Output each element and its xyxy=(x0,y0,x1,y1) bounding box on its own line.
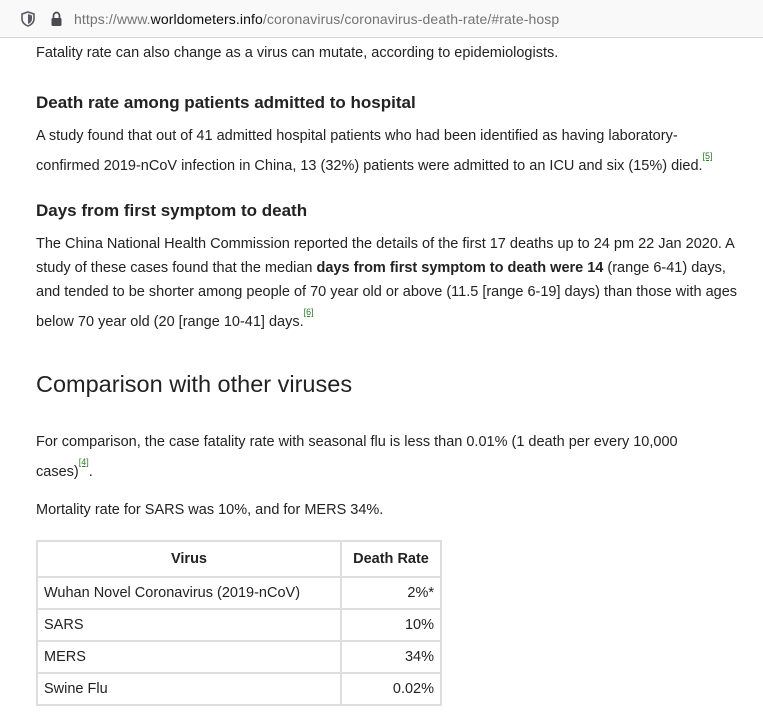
death-rate-cell: 0.02% xyxy=(341,673,441,705)
symptom-bold-text: days from first symptom to death were 14 xyxy=(316,260,604,276)
mortality-paragraph: Mortality rate for SARS was 10%, and for MERS 34%. xyxy=(36,502,384,518)
table-row xyxy=(37,577,441,609)
browser-address-bar[interactable] xyxy=(0,0,763,38)
url-text[interactable] xyxy=(74,11,559,27)
virus-cell: Wuhan Novel Coronavirus (2019-nCoV) xyxy=(37,577,341,609)
url-prefix: https://www. xyxy=(74,11,151,27)
death-rate-column-header: Death Rate xyxy=(341,541,441,577)
hospital-paragraph-line xyxy=(36,148,713,178)
flu-text: . xyxy=(88,463,93,480)
table-header-row xyxy=(37,541,441,577)
symptom-paragraph-line: The China National Health Commission reported the details of the first 17 deaths up to 24 pm 22 Jan 2020. A xyxy=(36,236,735,252)
flu-paragraph-line: For comparison, the case fatality rate with seasonal flu is less than 0.01% (1 death per every 10,000 xyxy=(36,434,678,450)
death-rate-cell: 2%* xyxy=(341,577,441,609)
symptom-text: below 70 year old (20 [range 10-41] days. xyxy=(36,313,304,330)
reference-link-5[interactable]: [5] xyxy=(702,150,713,161)
symptom-to-death-heading: Days from first symptom to death xyxy=(36,201,308,220)
intro-paragraph: Fatality rate can also change as a virus can mutate, according to epidemiologists. xyxy=(36,45,559,61)
reference-link-4[interactable]: [4] xyxy=(78,456,89,467)
hospital-paragraph-line: A study found that out of 41 admitted hospital patients who had been identified as having laboratory- xyxy=(36,128,678,144)
symptom-text: (range 6-41) days, xyxy=(603,260,726,276)
death-rate-comparison-table xyxy=(36,540,442,706)
tracking-protection-shield-icon[interactable] xyxy=(21,11,35,27)
virus-cell: SARS xyxy=(37,609,341,641)
virus-cell: MERS xyxy=(37,641,341,673)
symptom-paragraph-line xyxy=(36,304,314,334)
symptom-paragraph-line: and tended to be shorter among people of 70 year old or above (11.5 [range 6-19] days) than those with ages xyxy=(36,284,738,300)
symptom-paragraph-line xyxy=(36,256,726,280)
url-domain: worldometers.info xyxy=(150,11,263,27)
lock-icon[interactable] xyxy=(50,11,63,27)
death-rate-cell: 10% xyxy=(341,609,441,641)
flu-text: cases) xyxy=(36,463,79,480)
table-row xyxy=(37,673,441,705)
url-path: /coronavirus/coronavirus-death-rate/#rate-hosp xyxy=(262,11,560,27)
reference-link-6[interactable]: [6] xyxy=(303,306,314,317)
table-row xyxy=(37,641,441,673)
comparison-heading: Comparison with other viruses xyxy=(36,371,353,397)
flu-paragraph-line xyxy=(36,454,93,484)
death-rate-cell: 34% xyxy=(341,641,441,673)
virus-cell: Swine Flu xyxy=(37,673,341,705)
table-row xyxy=(37,609,441,641)
hospital-paragraph-text: confirmed 2019-nCoV infection in China, 13 (32%) patients were admitted to an ICU and six (15%) died. xyxy=(36,157,703,174)
symptom-text: study of these cases found that the median xyxy=(36,260,317,276)
virus-column-header: Virus xyxy=(37,541,341,577)
hospital-death-rate-heading: Death rate among patients admitted to hospital xyxy=(36,93,416,112)
